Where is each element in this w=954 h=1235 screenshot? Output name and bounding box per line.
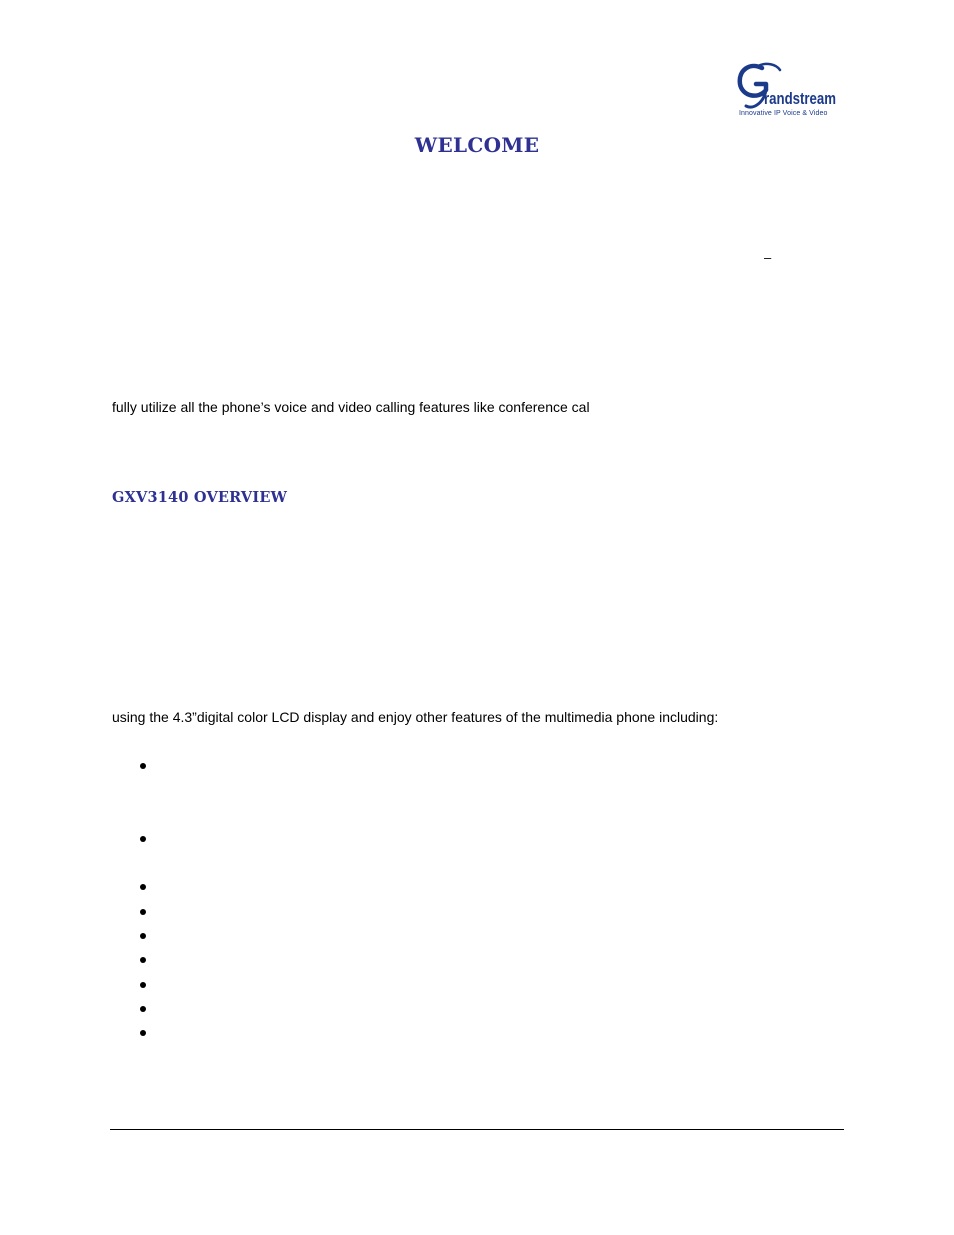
section-heading: GXV3140 OVERVIEW	[112, 489, 288, 506]
page-title: WELCOME	[414, 133, 540, 157]
body-text-line: using the 4.3”digital color LCD display and enjoy other features of the multimedia phone including:	[112, 709, 719, 725]
dash-mark: –	[764, 250, 772, 265]
footer-divider	[110, 1129, 844, 1130]
logo-tagline: Innovative IP Voice & Video	[739, 110, 828, 117]
bullet-point	[140, 933, 146, 939]
bullet-point	[140, 763, 146, 769]
grandstream-logo-mark	[736, 60, 838, 112]
bullet-point	[140, 982, 146, 988]
bullet-point	[140, 957, 146, 963]
bullet-point	[140, 836, 146, 842]
grandstream-logo	[736, 60, 838, 120]
bullet-point	[140, 1030, 146, 1036]
bullet-point	[140, 884, 146, 890]
bullet-point	[140, 909, 146, 915]
body-text-line: fully utilize all the phone’s voice and video calling features like conference cal	[112, 399, 590, 415]
bullet-point	[140, 1006, 146, 1012]
logo-wordmark: randstream	[764, 89, 836, 108]
